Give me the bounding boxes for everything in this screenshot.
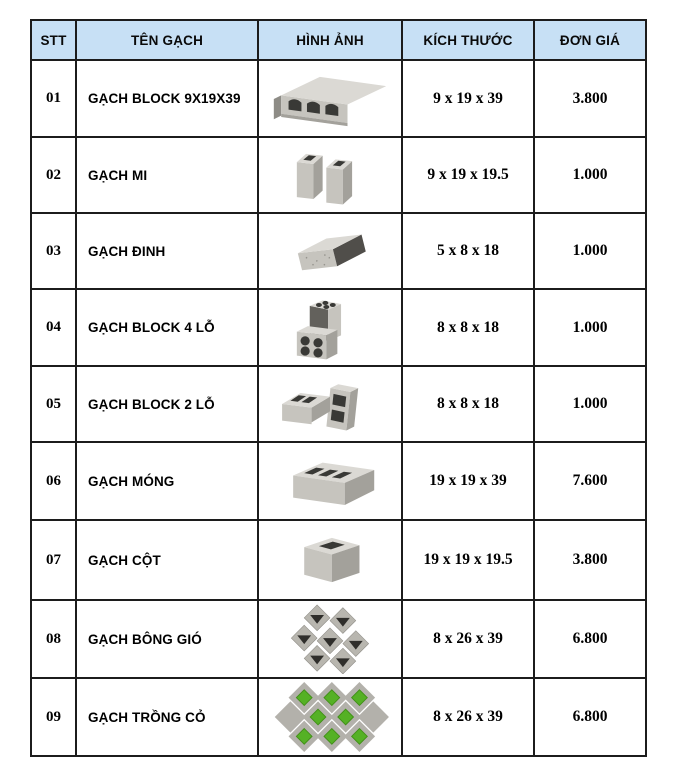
gach-dinh-image [266, 216, 394, 286]
table-row [31, 442, 646, 520]
product-image-cell [258, 366, 402, 442]
gach-mong-image [266, 446, 394, 516]
row-number: 04 [31, 289, 76, 366]
product-price: 3.800 [534, 60, 646, 137]
gach-block-9x19x39-image [266, 64, 394, 134]
gach-bong-gio-image [266, 604, 394, 674]
header-ten-gach: TÊN GẠCH [76, 20, 258, 60]
row-number: 05 [31, 366, 76, 442]
product-price: 1.000 [534, 213, 646, 289]
row-number: 07 [31, 520, 76, 600]
product-size: 9 x 19 x 19.5 [402, 137, 534, 213]
product-image-cell [258, 520, 402, 600]
product-name: GẠCH BÔNG GIÓ [76, 600, 258, 678]
product-name: GẠCH CỘT [76, 520, 258, 600]
table-row [31, 137, 646, 213]
brick-price-table [30, 19, 647, 757]
row-number: 02 [31, 137, 76, 213]
product-size: 8 x 26 x 39 [402, 600, 534, 678]
product-name: GẠCH MI [76, 137, 258, 213]
row-number: 06 [31, 442, 76, 520]
product-price: 3.800 [534, 520, 646, 600]
product-image-cell [258, 137, 402, 213]
header-don-gia: ĐƠN GIÁ [534, 20, 646, 60]
header-hinh-anh: HÌNH ẢNH [258, 20, 402, 60]
product-size: 19 x 19 x 19.5 [402, 520, 534, 600]
product-image-cell [258, 442, 402, 520]
product-price: 1.000 [534, 366, 646, 442]
table-row [31, 600, 646, 678]
product-size: 8 x 8 x 18 [402, 289, 534, 366]
product-name: GẠCH MÓNG [76, 442, 258, 520]
product-image-cell [258, 60, 402, 137]
table-row [31, 366, 646, 442]
gach-trong-co-image [266, 682, 394, 752]
table-row [31, 289, 646, 366]
product-name: GẠCH BLOCK 4 LỖ [76, 289, 258, 366]
product-name: GẠCH TRỒNG CỎ [76, 678, 258, 756]
gach-block-4-lo-image [266, 293, 394, 363]
gach-cot-image [266, 525, 394, 595]
gach-mi-image [266, 140, 394, 210]
row-number: 09 [31, 678, 76, 756]
product-name: GẠCH BLOCK 2 LỖ [76, 366, 258, 442]
row-number: 01 [31, 60, 76, 137]
product-image-cell [258, 213, 402, 289]
product-price: 6.800 [534, 600, 646, 678]
table-row [31, 520, 646, 600]
table-row [31, 678, 646, 756]
gach-block-2-lo-image [266, 369, 394, 439]
header-kich-thuoc: KÍCH THƯỚC [402, 20, 534, 60]
product-price: 7.600 [534, 442, 646, 520]
header-row [31, 20, 646, 60]
product-price: 1.000 [534, 137, 646, 213]
product-image-cell [258, 678, 402, 756]
product-name: GẠCH BLOCK 9X19X39 [76, 60, 258, 137]
product-size: 8 x 8 x 18 [402, 366, 534, 442]
table-row [31, 60, 646, 137]
product-size: 9 x 19 x 39 [402, 60, 534, 137]
product-size: 8 x 26 x 39 [402, 678, 534, 756]
product-price: 6.800 [534, 678, 646, 756]
header-stt: STT [31, 20, 76, 60]
product-name: GẠCH ĐINH [76, 213, 258, 289]
row-number: 03 [31, 213, 76, 289]
product-size: 19 x 19 x 39 [402, 442, 534, 520]
product-price: 1.000 [534, 289, 646, 366]
row-number: 08 [31, 600, 76, 678]
table-row [31, 213, 646, 289]
product-image-cell [258, 289, 402, 366]
product-image-cell [258, 600, 402, 678]
product-size: 5 x 8 x 18 [402, 213, 534, 289]
